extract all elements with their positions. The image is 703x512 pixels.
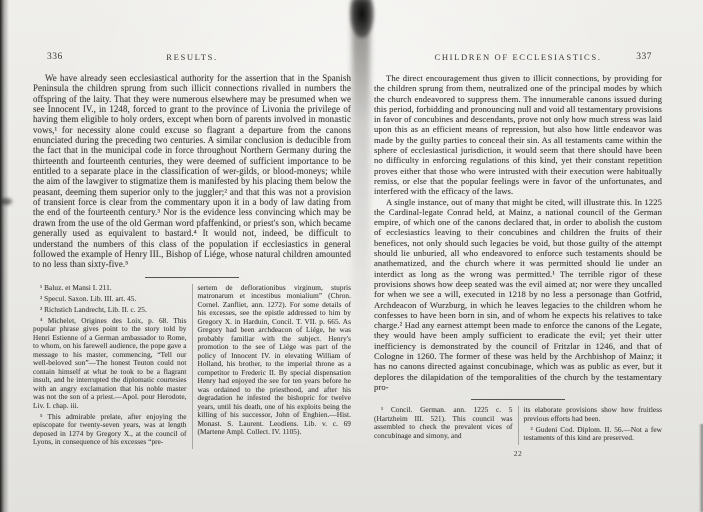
scan-right-edge-shadow <box>699 424 703 512</box>
footnote-column-divider <box>518 406 519 445</box>
right-page-paragraph-2: A single instance, out of many that might be cited, will illustrate this. In 1225 the Cardinal-legate Conrad held, at Mainz, a national council of the German empire, of which one of the canons declared that, in order to abolish the custom of ecclesiastics leaving to their concubines and children the fruits of their benefices, not only should such legacies be void, but those guilty of the attempt should lie unburied, all who endeavored to enforce such testaments should be anathematized, and the church where it was permitted should lie under an interdict as long as the wrong was permitted.¹ The terrible rigor of these provisions shows how deep seated was the evil aimed at; nor were they uncalled for when we see a will, executed in 1218 by no less a personage than Gotfrid, Archdeacon of Wurzburg, in which he leaves legacies to the children whom he confesses to have been born in sin, and of whom he expects his relatives to take charge.² Had any earnest attempt been made to enforce the canons of the Legate, they would have been amply sufficient to eradicate the evil; yet their utter inefficiency is demonstrated by the council of Fritzlar in 1246, and that of Cologne in 1260. The former of these was held by the Archbishop of Mainz; it has no canons directed against concubinage, which was as public as ever, but it deplores the dilapidation of the temporalities of the church by the testamentary pro- <box>374 196 662 392</box>
signature-mark: 22 <box>513 449 523 459</box>
page-number-right: 337 <box>636 52 652 62</box>
footnote-1: ¹ Baluz. et Mansi I. 211. <box>40 282 112 292</box>
footnote-4: ⁴ Michelet, Origines des Loix, p. 68. This popular phrase gives point to the story told by Henri Estienne of a German ambassador to Rome, to whom, on his farewell audience, the pope gave a message to his master, commencing, “Tell our well-beloved son”—The honest Teuton could not contain himself at what he took to be a flagrant insult, and he interrupted the diplomatic courtesies with an angry exclamation that his noble master was not the son of a priest.—Apol. pour Herodote, Liv. I. chap. iii. <box>33 315 187 410</box>
page-right-header <box>374 52 662 65</box>
page-number-left: 336 <box>47 52 63 62</box>
footnote-rule-right <box>471 399 565 400</box>
book-gutter-shadow <box>352 0 370 360</box>
page-right <box>374 52 662 504</box>
book-gutter-dark-spot <box>350 0 374 38</box>
page-left-header <box>33 52 351 65</box>
footnote-column-divider <box>192 284 193 450</box>
footnote-1-continuation: its elaborate provisions show how fruitless previous efforts had been. <box>523 405 662 423</box>
left-page-paragraph: We have already seen ecclesiastical authority for the assertion that in the Spanish Peninsula the children sprung from such illicit connections rivalled in numbers the offspring of the laity. That they were numerous elsewhere may be presumed when we see Innocent IV., in 1248, forced to grant to the province of Livonia the privilege of having them eligible to holy orders, except when born of parents involved in monastic vows,¹ for necessity alone could excuse so flagrant a departure from the canons enunciated during the preceding two centuries. A similar conclusion is deducible from the fact that in the municipal code in force throughout Northern Germany during the thirteenth and fourteenth centuries, they were deemed of sufficient importance to be entitled to a separate place in the classification of wer-gilds, or blood-moneys; while the aim of the lawgiver to stigmatize them is manifested by his placing them below the peasant, deeming them superior only to the juggler;² and that this was not a provision of transient force is clear from the commentary upon it in a body of law dating from the end of the fourteenth century.³ Nor is the evidence less convincing which may be drawn from the use of the old German word pfaffenkind, or priest's son, which became generally used as equivalent to bastard.⁴ It would not, indeed, be difficult to understand the numbers of this class of the population if ecclesiastics in general followed the example of Henry III., Bishop of Liége, whose natural children amounted to no less than sixty-five.⁵ <box>33 73 351 270</box>
footnote-column-2 <box>524 406 663 445</box>
scan-edge-smudge <box>0 198 12 205</box>
footnote-rule-left <box>145 277 239 278</box>
footnote-column-1 <box>374 406 513 445</box>
footnote-1: ¹ Concil. German. ann. 1225 c. 5 (Hartzheim III. 521). This council was assembled to check the prevalent vices of concubinage and simony, and <box>374 405 513 440</box>
footnote-5-continuation: sertem de deflorationibus virginum, stupris matronarum et incestibus monialium” (Chron. Cornel. Zanfliet, ann. 1272). For some details of his excesses, see the epistle addressed to him by Gregory X. in Harduin, Concil. T. VII. p. 665. As Gregory had been archdeacon of Liége, he was probably familiar with the subject. Henry's promotion to the see of Liége was part of the policy of Innocent IV. in elevating William of Holland, his brother, to the imperial throne as a competitor to Frederic II. By special dispensation Henry had enjoyed the see for ten years before he was ordained to the priesthood, and after his degradation he infested the bishopric for twelve years, until his death, one of his exploits being the killing of his successor, John of Enghien.—Hist. Monast. S. Laurent. Leodiens. Lib. v. c. 69 (Martene Ampl. Collect. IV. 1105). <box>197 282 351 437</box>
running-title-left: RESULTS. <box>166 52 218 62</box>
footnote-column-1 <box>33 284 187 450</box>
right-page-paragraph-1: The direct encouragement thus given to illicit connections, by providing for the children sprung from them, neutralized one of the principal modes by which the church endeavored to suppress them. The innumerable canons issued during this period, forbidding and pronouncing null and void all testamentary provisions in favor of concubines and descendants, prove not only how much stress was laid upon this as an efficient means of repression, but also how little endeavor was made by the guilty parties to conceal their sin. As all testaments came within the sphere of ecclesiastical jurisdiction, it would seem that there should have been no difficulty in enforcing regulations of this kind, yet their constant repetition proves either that those who were intrusted with their execution were habitually remiss, or else that the popular feelings were in favor of the unfortunates, and interfered with the efficacy of the laws. <box>374 73 662 197</box>
footnote-2: ² Specul. Saxon. Lib. III. art. 45. <box>40 293 137 303</box>
footnotes-right-page <box>374 406 662 445</box>
footnote-2: ² Gudeni Cod. Diplom. II. 56.—Not a few testaments of this kind are preserved. <box>523 424 662 443</box>
footnote-5: ⁵ This admirable prelate, after enjoying the episcopate for twenty-seven years, was at length deposed in 1274 by Gregory X., at the council of Lyons, in consequence of his excesses “pre- <box>33 411 187 447</box>
footnote-3: ³ Richstich Landrecht, Lib. II. c. 25. <box>40 304 147 314</box>
footnote-column-2 <box>198 284 352 450</box>
page-left <box>33 52 351 504</box>
scan-left-edge-shadow <box>0 0 9 512</box>
running-title-right: CHILDREN OF ECCLESIASTICS. <box>434 52 602 62</box>
footnotes-left-page <box>33 284 351 450</box>
